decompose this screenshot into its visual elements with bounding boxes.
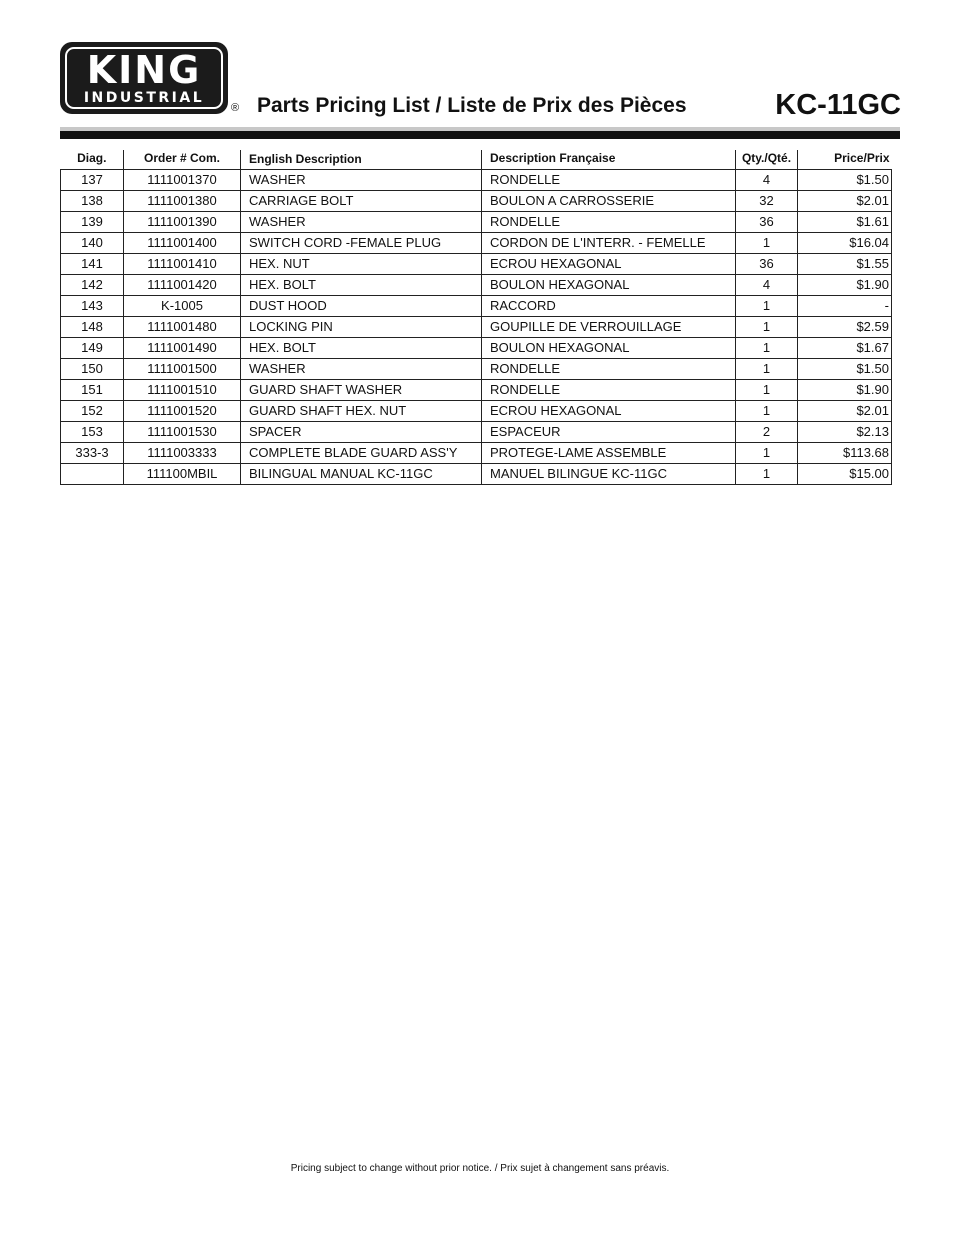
cell-diag: 138 [61,191,124,212]
cell-french-description: CORDON DE L'INTERR. - FEMELLE [482,233,736,254]
cell-french-description: RONDELLE [482,212,736,233]
cell-english-description: GUARD SHAFT WASHER [241,380,482,401]
cell-quantity: 1 [736,464,798,485]
col-header-english: English Description [241,150,482,170]
cell-quantity: 2 [736,422,798,443]
cell-order-number: 1111001490 [124,338,241,359]
cell-english-description: LOCKING PIN [241,317,482,338]
cell-price: $1.67 [798,338,892,359]
table-row [61,170,892,191]
cell-french-description: BOULON HEXAGONAL [482,275,736,296]
table-row [61,464,892,485]
cell-diag: 151 [61,380,124,401]
cell-diag: 148 [61,317,124,338]
cell-english-description: HEX. BOLT [241,338,482,359]
table-row [61,275,892,296]
cell-price: $1.90 [798,275,892,296]
col-header-price: Price/Prix [798,150,892,170]
table-row [61,422,892,443]
cell-price: - [798,296,892,317]
cell-order-number: 1111003333 [124,443,241,464]
cell-quantity: 1 [736,359,798,380]
cell-english-description: COMPLETE BLADE GUARD ASS'Y [241,443,482,464]
cell-order-number: 1111001520 [124,401,241,422]
cell-quantity: 1 [736,380,798,401]
cell-english-description: WASHER [241,170,482,191]
cell-quantity: 1 [736,443,798,464]
table-row [61,443,892,464]
cell-french-description: PROTEGE-LAME ASSEMBLE [482,443,736,464]
registered-mark: ® [231,102,240,114]
cell-quantity: 1 [736,296,798,317]
col-header-order: Order # Com. [124,150,241,170]
cell-french-description: BOULON HEXAGONAL [482,338,736,359]
logo-industrial-text: INDUSTRIAL [83,90,205,106]
king-industrial-logo [60,42,228,114]
cell-diag: 143 [61,296,124,317]
cell-price: $2.13 [798,422,892,443]
cell-price: $1.50 [798,170,892,191]
cell-order-number: 1111001510 [124,380,241,401]
cell-diag: 153 [61,422,124,443]
table-row [61,338,892,359]
table-row [61,401,892,422]
table-row [61,380,892,401]
parts-pricing-table [60,150,892,485]
table-row [61,296,892,317]
cell-order-number: 1111001380 [124,191,241,212]
cell-quantity: 36 [736,212,798,233]
cell-order-number: 111100MBIL [124,464,241,485]
cell-price: $1.55 [798,254,892,275]
cell-english-description: WASHER [241,359,482,380]
cell-quantity: 1 [736,233,798,254]
col-header-french: Description Française [482,150,736,170]
cell-english-description: HEX. BOLT [241,275,482,296]
cell-french-description: BOULON A CARROSSERIE [482,191,736,212]
cell-diag: 333-3 [61,443,124,464]
cell-english-description: BILINGUAL MANUAL KC-11GC [241,464,482,485]
cell-diag [61,464,124,485]
cell-english-description: DUST HOOD [241,296,482,317]
cell-quantity: 32 [736,191,798,212]
page-title: Parts Pricing List / Liste de Prix des Pièces [257,94,687,117]
col-header-diag: Diag. [61,150,124,170]
cell-price: $113.68 [798,443,892,464]
cell-diag: 149 [61,338,124,359]
cell-order-number: 1111001500 [124,359,241,380]
cell-quantity: 4 [736,170,798,191]
cell-diag: 150 [61,359,124,380]
cell-diag: 140 [61,233,124,254]
col-header-qty: Qty./Qté. [736,150,798,170]
cell-quantity: 1 [736,317,798,338]
cell-french-description: RONDELLE [482,380,736,401]
cell-french-description: ECROU HEXAGONAL [482,254,736,275]
table-row [61,359,892,380]
cell-french-description: ESPACEUR [482,422,736,443]
cell-diag: 137 [61,170,124,191]
cell-order-number: 1111001480 [124,317,241,338]
header-rule-black [60,131,900,139]
cell-french-description: MANUEL BILINGUE KC-11GC [482,464,736,485]
cell-order-number: 1111001390 [124,212,241,233]
cell-english-description: SWITCH CORD -FEMALE PLUG [241,233,482,254]
cell-price: $2.59 [798,317,892,338]
table-row [61,317,892,338]
cell-english-description: CARRIAGE BOLT [241,191,482,212]
pricing-notice: Pricing subject to change without prior notice. / Prix sujet à changement sans préavis. [290,1163,670,1174]
cell-diag: 139 [61,212,124,233]
table-row [61,254,892,275]
cell-quantity: 4 [736,275,798,296]
cell-diag: 152 [61,401,124,422]
cell-french-description: GOUPILLE DE VERROUILLAGE [482,317,736,338]
cell-order-number: K-1005 [124,296,241,317]
cell-order-number: 1111001530 [124,422,241,443]
table-header-row [61,150,892,170]
model-number: KC-11GC [775,89,901,121]
cell-french-description: RONDELLE [482,170,736,191]
table-body [61,170,892,485]
logo-king-text: KING [86,48,202,92]
cell-quantity: 1 [736,338,798,359]
cell-quantity: 36 [736,254,798,275]
cell-price: $2.01 [798,191,892,212]
cell-price: $15.00 [798,464,892,485]
cell-english-description: SPACER [241,422,482,443]
cell-quantity: 1 [736,401,798,422]
cell-price: $1.50 [798,359,892,380]
cell-french-description: RACCORD [482,296,736,317]
table-row [61,233,892,254]
cell-english-description: WASHER [241,212,482,233]
cell-french-description: RONDELLE [482,359,736,380]
cell-order-number: 1111001400 [124,233,241,254]
cell-price: $1.61 [798,212,892,233]
cell-diag: 142 [61,275,124,296]
cell-price: $2.01 [798,401,892,422]
table-row [61,191,892,212]
cell-price: $1.90 [798,380,892,401]
cell-order-number: 1111001410 [124,254,241,275]
cell-order-number: 1111001420 [124,275,241,296]
logo-frame [65,47,223,109]
cell-order-number: 1111001370 [124,170,241,191]
cell-diag: 141 [61,254,124,275]
cell-price: $16.04 [798,233,892,254]
table-row [61,212,892,233]
cell-english-description: GUARD SHAFT HEX. NUT [241,401,482,422]
cell-english-description: HEX. NUT [241,254,482,275]
cell-french-description: ECROU HEXAGONAL [482,401,736,422]
